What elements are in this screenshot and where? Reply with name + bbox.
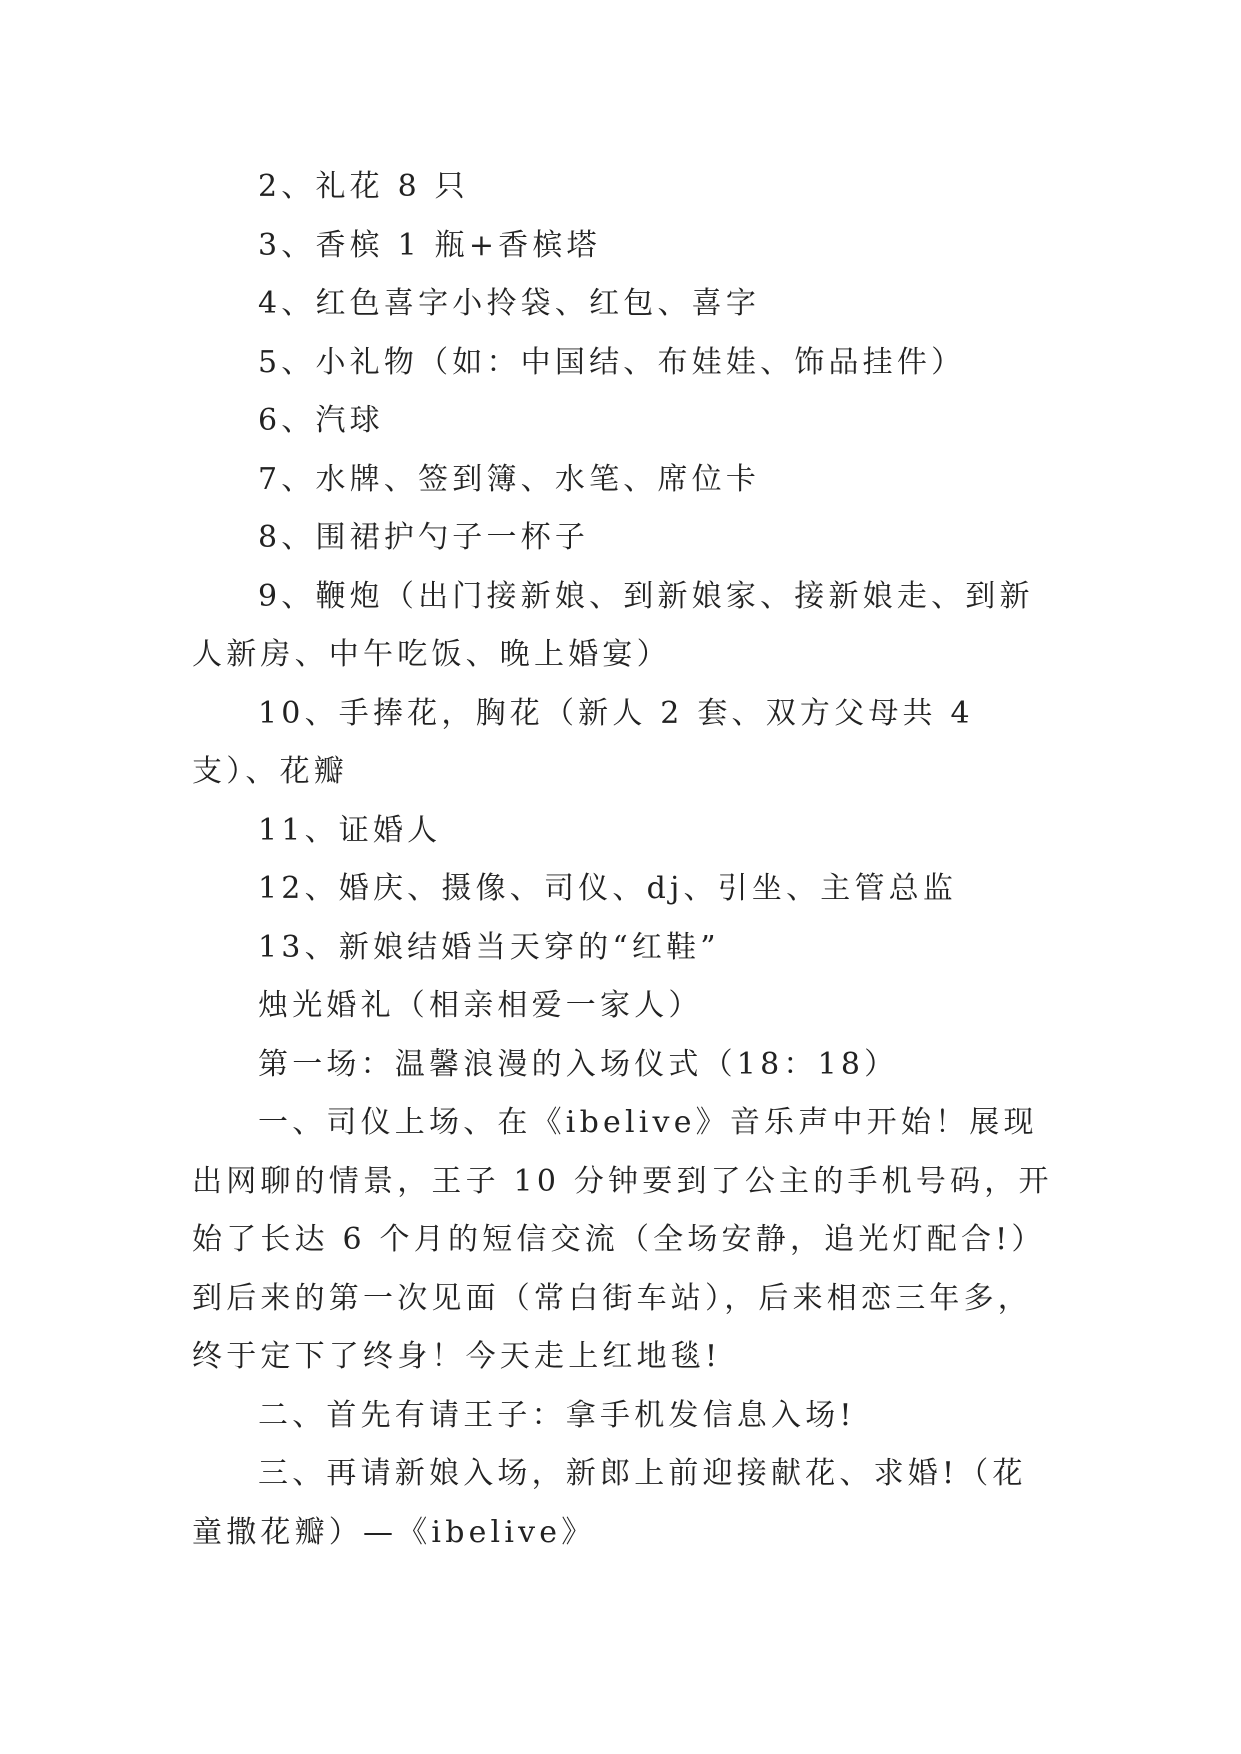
list-item-apron: 8、围裙护勺子一杯子 [258, 520, 590, 555]
list-item-champagne: 3、香槟 1 瓶+香槟塔 [258, 227, 601, 263]
list-item-fireworks: 2、礼花 8 只 [258, 169, 469, 204]
list-item-balloons: 6、汽球 [258, 403, 384, 438]
list-item-witness: 11、证婚人 [258, 812, 442, 848]
section-title: 烛光婚礼（相亲相爱一家人） [258, 988, 703, 1023]
document-body [192, 158, 1057, 1562]
list-item-red-shoes: 13、新娘结婚当天穿的“红鞋” [258, 929, 720, 965]
list-item-staff: 12、婚庆、摄像、司仪、dj、引坐、主管总监 [258, 871, 958, 906]
list-item-red-bags: 4、红色喜字小拎袋、红包、喜字 [258, 286, 761, 321]
scene-heading: 第一场：温馨浪漫的入场仪式（18：18） [258, 1046, 899, 1082]
scene-step-2: 二、首先有请王子：拿手机发信息入场! [258, 1397, 856, 1433]
scene-step-3: 三、再请新娘入场，新郎上前迎接献花、求婚!（花童撒花瓣）—《ibelive》 [192, 1456, 1027, 1550]
list-item-small-gifts: 5、小礼物（如：中国结、布娃娃、饰品挂件） [258, 344, 966, 380]
list-item-firecrackers: 9、鞭炮（出门接新娘、到新娘家、接新娘走、到新人新房、中午吃饭、晚上婚宴） [192, 578, 1034, 672]
list-item-signage: 7、水牌、签到簿、水笔、席位卡 [258, 461, 761, 497]
list-item-bouquets: 10、手捧花，胸花（新人 2 套、双方父母共 4 支）、花瓣 [192, 695, 974, 789]
scene-step-1: 一、司仪上场、在《ibelive》音乐声中开始！展现出网聊的情景，王子 10 分钟要到了公主的手机号码，开始了长达 6 个月的短信交流（全场安静，追光灯配合!）到后来的第一次见面（常白街车站），后来相恋三年多，终于定下了终身！今天走上红地毯! [192, 1105, 1053, 1374]
